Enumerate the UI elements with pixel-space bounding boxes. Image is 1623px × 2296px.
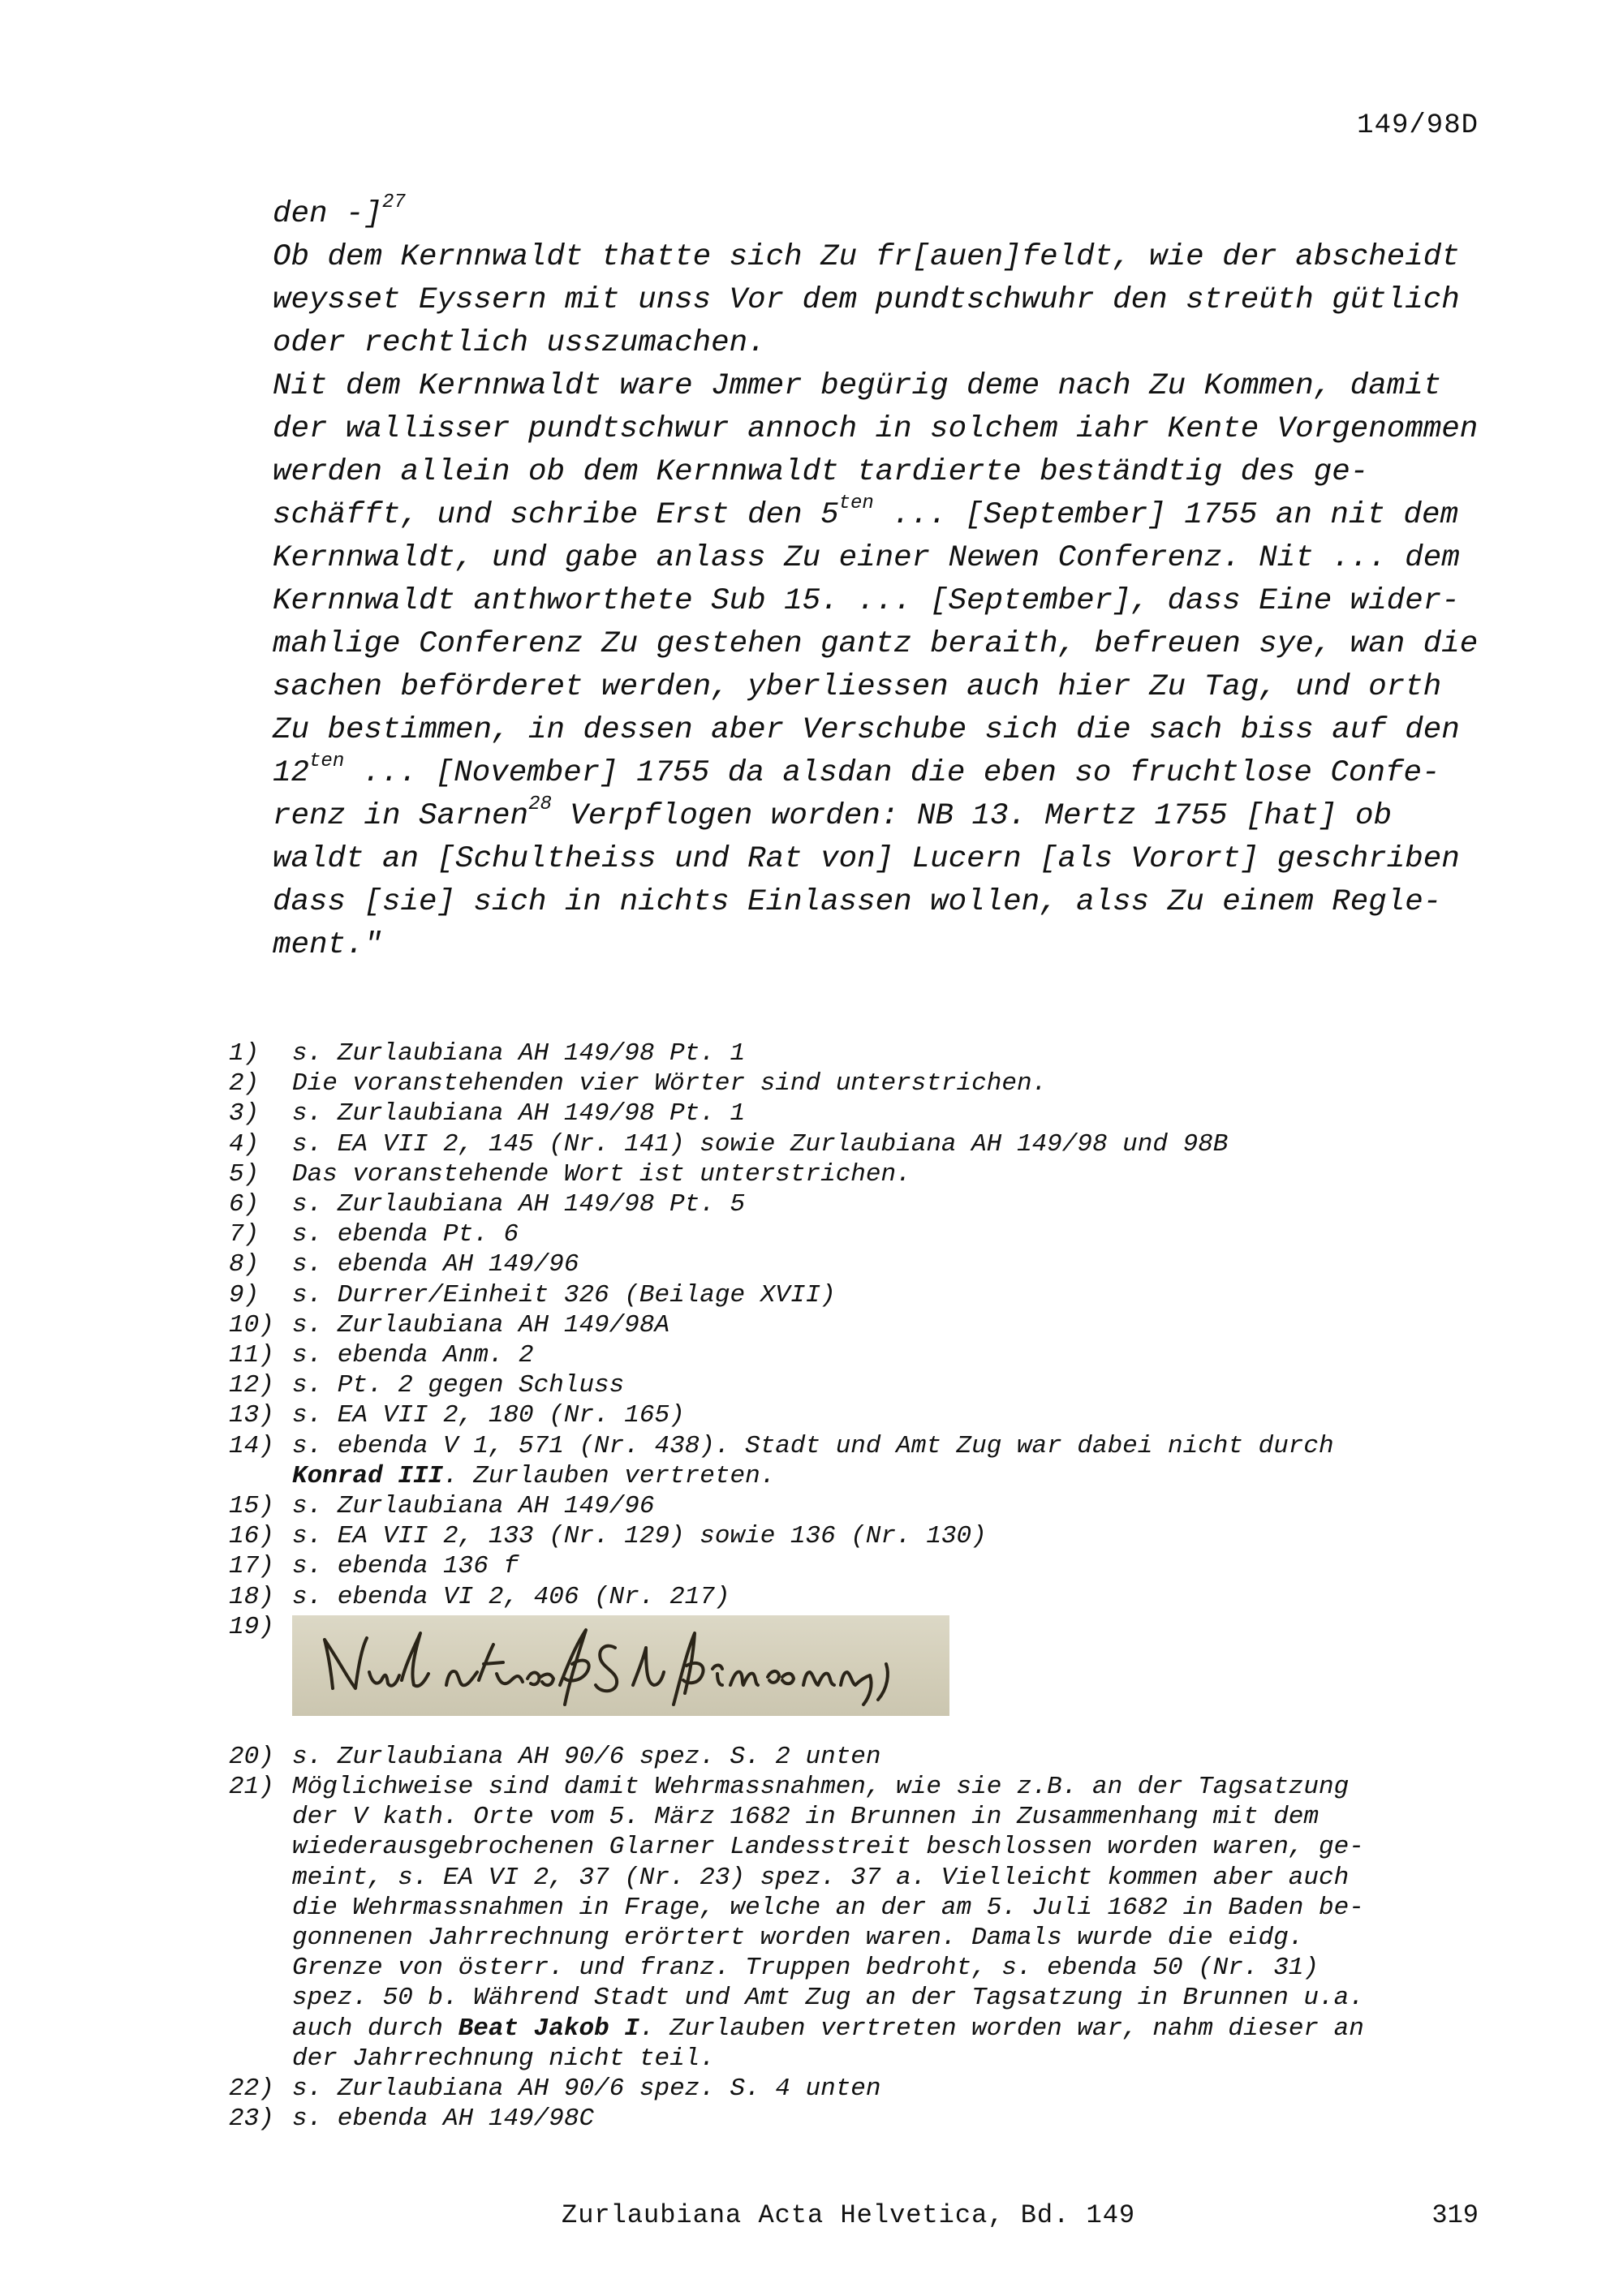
footnote-number: 2) — [229, 1069, 260, 1099]
footnote-line: s. Pt. 2 gegen Schluss — [292, 1371, 625, 1400]
page-id: 149/98D — [1357, 110, 1479, 141]
footnote-number: 16) — [229, 1522, 274, 1551]
footnote-line: s. ebenda AH 149/96 — [292, 1250, 579, 1279]
text-line: Kernnwaldt, und gabe anlass Zu einer Newen Conferenz. Nit ... dem — [273, 541, 1460, 575]
text-line: Zu bestimmen, in dessen aber Verschube sich die sach biss auf den — [273, 713, 1460, 747]
footnote-line: s. ebenda AH 149/98C — [292, 2105, 595, 2134]
footnote-number: 18) — [229, 1582, 274, 1611]
footnote-line: s. Zurlaubiana AH 149/96 — [292, 1492, 655, 1521]
footnote — [229, 1249, 1495, 1279]
footnote-number: 22) — [229, 2075, 274, 2104]
footnote-line: s. Zurlaubiana AH 149/98 Pt. 5 — [292, 1190, 746, 1219]
footnote-line: s. ebenda Anm. 2 — [292, 1341, 534, 1370]
text-line: ment." — [273, 928, 383, 962]
footnote — [229, 1129, 1495, 1159]
footnote — [229, 2074, 1495, 2104]
footnote — [229, 1370, 1495, 1400]
text-line: sachen beförderet werden, yberliessen auch hier Zu Tag, und orth — [273, 670, 1442, 704]
superscript: 27 — [382, 191, 406, 213]
footnote — [229, 1772, 1495, 2074]
footnote — [229, 1159, 1495, 1189]
footnote — [229, 1099, 1495, 1129]
footnote-line: s. EA VII 2, 133 (Nr. 129) sowie 136 (Nr. 130) — [292, 1522, 987, 1551]
footnote-line: s. ebenda V 1, 571 (Nr. 438). Stadt und Amt Zug war dabei nicht durch — [292, 1431, 1334, 1460]
footnote-number: 13) — [229, 1401, 274, 1430]
text-line: der wallisser pundtschwur annoch in solchem iahr Kente Vorgenommen — [273, 412, 1479, 446]
text-line: Nit dem Kernnwaldt ware Jmmer begürig deme nach Zu Kommen, damit — [273, 369, 1442, 403]
footnote-number: 8) — [229, 1250, 260, 1279]
footnote-number: 7) — [229, 1220, 260, 1249]
footnote-number: 11) — [229, 1341, 274, 1370]
handwritten-signature-image — [292, 1615, 949, 1716]
footnote-line: wiederausgebrochenen Glarner Landesstreit beschlossen worden waren, ge- — [292, 1833, 1364, 1862]
footnote — [229, 1340, 1495, 1370]
footnote-number: 15) — [229, 1492, 274, 1521]
text-line: dass [sie] sich in nichts Einlassen wollen, alss Zu einem Regle- — [273, 885, 1442, 919]
footnote-line: s. Durrer/Einheit 326 (Beilage XVII) — [292, 1280, 836, 1309]
footnote-line: Möglichweise sind damit Wehrmassnahmen, wie sie z.B. an der Tagsatzung — [292, 1773, 1350, 1802]
text-line: $12^{ten}$ ... [November] 1755 da alsdan die eben so fruchtlose Confe- — [273, 750, 1440, 790]
text-line: renz in Sarnen$^{28}$ Verpflogen worden: NB 13. Mertz 1755 [hat] ob — [273, 793, 1393, 833]
footnote — [229, 1612, 1495, 1742]
footnote-number: 4) — [229, 1129, 260, 1159]
footnote-number: 9) — [229, 1280, 260, 1309]
footnote-number: 12) — [229, 1371, 274, 1400]
footnote-line: s. Zurlaubiana AH 90/6 spez. S. 2 unten — [292, 1742, 881, 1771]
footnote-line: auch durch Beat Jakob I. Zurlauben vertreten worden war, nahm dieser an — [292, 2014, 1364, 2043]
footnote-line: s. Zurlaubiana AH 149/98 Pt. 1 — [292, 1039, 746, 1068]
text-line: werden allein ob dem Kernnwaldt tardierte beständtig des ge- — [273, 455, 1369, 489]
text-line: oder rechtlich usszumachen. — [273, 326, 766, 360]
footnote-line: s. Zurlaubiana AH 90/6 spez. S. 4 unten — [292, 2075, 881, 2104]
footer-title: Zurlaubiana Acta Helvetica, Bd. 149 — [562, 2200, 1136, 2230]
superscript: 28 — [528, 793, 552, 815]
footnote-line: s. Zurlaubiana AH 149/98 Pt. 1 — [292, 1099, 746, 1129]
footnote-line: s. EA VII 2, 180 (Nr. 165) — [292, 1401, 685, 1430]
footer-page-number: 319 — [1431, 2200, 1479, 2230]
footnote-number: 6) — [229, 1190, 260, 1219]
footnote — [229, 1189, 1495, 1219]
superscript: ten — [309, 750, 345, 772]
footnote-line: gonnenen Jahrrechnung erörtert worden waren. Damals wurde die eidg. — [292, 1924, 1304, 1953]
footnote — [229, 1400, 1495, 1430]
text-line: waldt an [Schultheiss und Rat von] Lucern [als Vorort] geschriben — [273, 842, 1460, 876]
footnote-number: 21) — [229, 1773, 274, 1802]
footnote — [229, 1280, 1495, 1310]
footnote-number: 19) — [229, 1612, 274, 1641]
person-name-bold: Beat Jakob I — [458, 2014, 639, 2043]
footnote-number: 1) — [229, 1039, 260, 1068]
superscript: ten — [838, 492, 874, 514]
text-line: Kernnwaldt anthworthete Sub 15. ... [September], dass Eine wider- — [273, 584, 1460, 618]
footnote-number: 3) — [229, 1099, 260, 1129]
footnote — [229, 1582, 1495, 1612]
footnote — [229, 1742, 1495, 1772]
footnote-number: 20) — [229, 1742, 274, 1771]
text-line: schäfft, und schribe Erst den $5^{ten}$ ... [September] 1755 an nit dem — [273, 492, 1458, 532]
footnote — [229, 1219, 1495, 1249]
main-text — [273, 193, 1490, 967]
text-line: mahlige Conferenz Zu gestehen gantz beraith, befreuen sye, wan die — [273, 627, 1479, 661]
footnote — [229, 1491, 1495, 1521]
footnote — [229, 1521, 1495, 1551]
footnote-line: die Wehrmassnahmen in Frage, welche an der am 5. Juli 1682 in Baden be- — [292, 1893, 1364, 1922]
footnote-line: spez. 50 b. Während Stadt und Amt Zug an der Tagsatzung in Brunnen u.a. — [292, 1984, 1364, 2013]
footnote-line: Grenze von österr. und franz. Truppen bedroht, s. ebenda 50 (Nr. 31) — [292, 1954, 1319, 1983]
text-line: Ob dem Kernnwaldt thatte sich Zu fr[auen]feldt, wie der abscheidt — [273, 240, 1460, 274]
person-name-bold: Konrad III — [292, 1461, 444, 1490]
text-line: den -]$^{27}$ — [273, 191, 406, 231]
footnote-number: 23) — [229, 2105, 274, 2134]
footnote-line: der Jahrrechnung nicht teil. — [292, 2044, 715, 2073]
text-line: weysset Eyssern mit unss Vor dem pundtschwuhr den streüth gütlich — [273, 283, 1460, 317]
footnote-line: Die voranstehenden vier Wörter sind unterstrichen. — [292, 1069, 1048, 1099]
footnote-line: Konrad III. Zurlauben vertreten. — [292, 1461, 776, 1490]
footnote — [229, 1068, 1495, 1099]
footnote-number: 10) — [229, 1310, 274, 1339]
footnote — [229, 1551, 1495, 1581]
footnote-number: 14) — [229, 1431, 274, 1460]
footnote-number: 5) — [229, 1159, 260, 1189]
footnote — [229, 1038, 1495, 1068]
footnote-line: s. ebenda VI 2, 406 (Nr. 217) — [292, 1582, 730, 1611]
footnote-line: s. ebenda Pt. 6 — [292, 1220, 519, 1249]
footnote — [229, 2104, 1495, 2134]
footnote — [229, 1310, 1495, 1340]
footnote-line: Das voranstehende Wort ist unterstrichen. — [292, 1159, 911, 1189]
footnote-line: meint, s. EA VI 2, 37 (Nr. 23) spez. 37 a. Vielleicht kommen aber auch — [292, 1863, 1350, 1892]
footnote — [229, 1431, 1495, 1491]
footnotes — [229, 1038, 1495, 2135]
footnote-number: 17) — [229, 1552, 274, 1581]
footnote-line: s. Zurlaubiana AH 149/98A — [292, 1310, 670, 1339]
footnote-line: s. ebenda 136 f — [292, 1552, 519, 1581]
footnote-line: der V kath. Orte vom 5. März 1682 in Brunnen in Zusammenhang mit dem — [292, 1803, 1319, 1832]
footnote-line: s. EA VII 2, 145 (Nr. 141) sowie Zurlaubiana AH 149/98 und 98B — [292, 1129, 1229, 1159]
